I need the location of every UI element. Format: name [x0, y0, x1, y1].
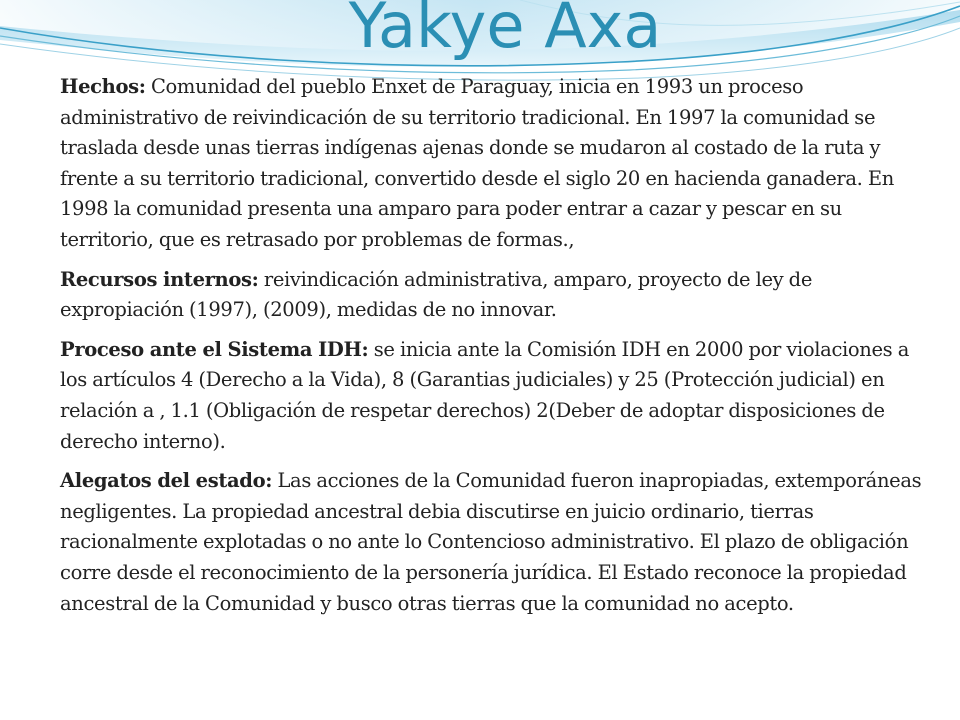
paragraph-label: Proceso ante el Sistema IDH:: [60, 337, 369, 361]
paragraph-text: Las acciones de la Comunidad fueron inapropiadas, extemporáneas negligentes. La propiedad ancestral debia discutirse en juicio ordinario, tierras racionalmente explotadas o no ante lo Contencioso administrativo. El plazo de obligación corre desde el reconocimiento de la personería jurídica. El Estado reconoce la propiedad ancestral de la Comunidad y busco otras tierras que la comunidad no acepto.: [60, 469, 922, 615]
paragraph-proceso-sistema-idh: [60, 335, 930, 457]
paragraph-text: reivindicación administrativa, amparo, proyecto de ley de expropiación (1997), (2009), medidas de no innovar.: [60, 267, 813, 322]
paragraph-alegatos-estado: [60, 466, 930, 619]
paragraph-hechos: [60, 72, 930, 256]
slide-title: Yakye Axa: [348, 0, 662, 62]
paragraph-label: Hechos:: [60, 75, 146, 98]
paragraph-label: Alegatos del estado:: [60, 469, 273, 493]
paragraph-text: Comunidad del pueblo Enxet de Paraguay, inicia en 1993 un proceso administrativo de reivindicación de su territorio tradicional. En 1997 la comunidad se traslada desde unas tierras indígenas ajenas donde se mudaron al costado de la ruta y frente a su territorio tradicional, convertido desde el siglo 20 en hacienda ganadera. En 1998 la comunidad presenta una amparo para poder entrar a cazar y pescar en su territorio, que es retrasado por problemas de formas.,: [60, 75, 894, 251]
paragraph-text: se inicia ante la Comisión IDH en 2000 por violaciones a los artículos 4 (Derecho a la Vida), 8 (Garantias judiciales) y 25 (Protección judicial) en relación a , 1.1 (Obligación de respetar derechos) 2(Deber de adoptar disposiciones de derecho interno).: [60, 337, 909, 453]
paragraph-recursos-internos: [60, 265, 930, 326]
paragraph-label: Recursos internos:: [60, 267, 259, 291]
slide-content: [60, 72, 930, 628]
